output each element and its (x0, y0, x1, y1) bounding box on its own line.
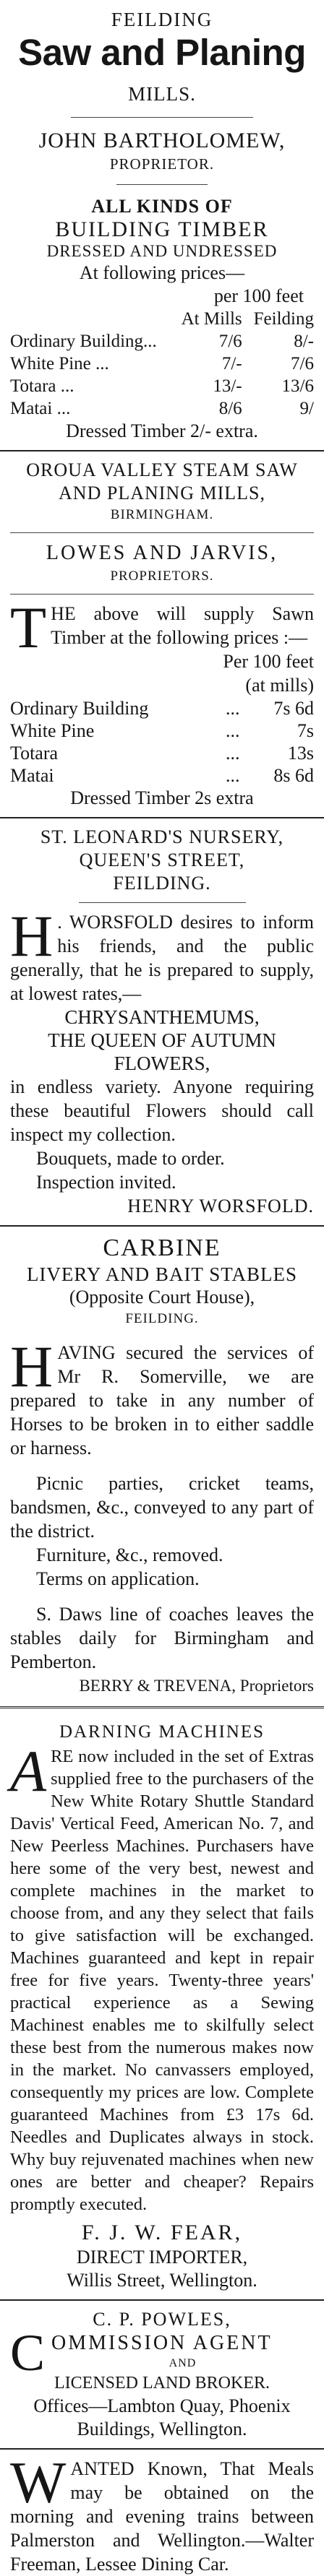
nursery-intro-text: . WORSFOLD desires to inform his friends, and the public generally, that he is prepared to supply, at lowest rates,— (10, 912, 314, 1004)
table-row (10, 742, 314, 764)
table-row (10, 397, 314, 420)
oroua-place: BIRMINGHAM. (110, 507, 214, 522)
nursery-variety: in endless variety. Anyone requiring these beautiful Flowers should call inspect my collection. (10, 1076, 314, 1145)
row-price-feilding: 13/6 (281, 376, 314, 396)
row-dots: ... (225, 743, 240, 764)
newspaper-column (0, 9, 324, 2576)
wanted-body: ANTED Known, That Meals may be obtained on the morning and evening trains between Palmerston and Wellington.—Walter Freeman, Lessee Dining Car. (10, 2458, 314, 2575)
carbine-para-1-text: AVING secured the services of Mr R. Somerville, we are prepared to take in any number of Horses to be broken in to either saddle or harness. (10, 1342, 314, 1458)
dressed-label: DRESSED AND UNDRESSED (46, 242, 278, 260)
powles-name: C. P. POWLES, (93, 2309, 231, 2330)
table-row (10, 697, 314, 719)
row-dots: ... (225, 720, 240, 741)
following-prices: At following prices— (79, 262, 245, 283)
row-item: Matai (10, 765, 54, 786)
divider (10, 532, 314, 533)
section-divider (0, 817, 324, 818)
drop-cap: W (10, 2450, 67, 2515)
row-item: White Pine ... (10, 354, 109, 373)
divider (10, 594, 314, 595)
oroua-mills-ad (0, 459, 324, 810)
darning-machines-ad (0, 1719, 324, 2292)
carbine-para-2: Picnic parties, cricket teams, bandsmen, &c., conveyed to any part of the district. (10, 1473, 314, 1542)
section-divider (0, 1225, 324, 1227)
oroua-intro-text: HE above will supply Sawn Timber at the following prices :— (51, 603, 314, 648)
ad-title-feilding: FEILDING (111, 9, 213, 30)
firm-name: LOWES AND JARVIS, (46, 542, 278, 564)
table-row (10, 330, 314, 353)
nursery-inspection: Inspection invited. (36, 1172, 176, 1193)
section-divider (0, 450, 324, 451)
divider (71, 117, 253, 118)
drop-cap: H (10, 903, 54, 969)
section-divider (0, 2448, 324, 2450)
proprietor-title: PROPRIETOR. (109, 155, 215, 173)
nursery-intro (10, 903, 314, 1006)
firm-title: PROPRIETORS. (110, 569, 214, 584)
section-divider (0, 2299, 324, 2301)
darning-heading: DARNING MACHINES (59, 1722, 265, 1742)
row-price-mills: 13/- (213, 376, 242, 396)
oroua-intro (10, 595, 314, 660)
oroua-price-table (10, 697, 314, 787)
carbine-ad (0, 1234, 324, 1698)
nursery-heading-3: FEILDING. (113, 873, 211, 894)
oroua-extra-note: Dressed Timber 2s extra (70, 787, 254, 808)
powles-and: AND (169, 2357, 197, 2369)
nursery-heading-2: QUEEN'S STREET, (79, 850, 245, 870)
oroua-heading-1: OROUA VALLEY STEAM SAW (26, 459, 298, 480)
carbine-para-1 (10, 1334, 314, 1460)
row-item: White Pine (10, 720, 95, 741)
ad-title-saw-planing: Saw and Planing (18, 32, 306, 73)
row-price: 7s 6d (273, 698, 314, 719)
carbine-place: FEILDING. (125, 1311, 199, 1326)
nursery-ad (0, 826, 324, 1218)
per-100-feet: per 100 feet (213, 285, 304, 306)
licensed-land-broker: LICENSED LAND BROKER. (54, 2374, 270, 2393)
all-kinds-label: ALL KINDS OF (91, 196, 233, 217)
col-header-mills: At Mills (181, 309, 242, 329)
carbine-signature: BERRY & TREVENA, Proprietors (79, 1677, 314, 1695)
oroua-at-mills: (at mills) (245, 675, 314, 696)
row-price-feilding: 9/ (299, 399, 314, 418)
flowers-line: FLOWERS, (114, 1053, 210, 1074)
powles-offices: Offices—Lambton Quay, Phoenix Buildings, Wellington. (33, 2395, 291, 2439)
table-row (10, 375, 314, 397)
row-item: Totara ... (10, 376, 74, 396)
row-item: Matai ... (10, 399, 71, 418)
darning-text (10, 1738, 314, 2216)
feilding-price-table (10, 308, 314, 420)
row-price-mills: 8/6 (218, 399, 242, 418)
opposite-court-house: (Opposite Court House), (69, 1287, 255, 1308)
row-price-mills: 7/- (221, 354, 242, 373)
drop-cap: A (10, 1738, 47, 1804)
carbine-furniture: Furniture, &c., removed. (36, 1544, 223, 1565)
nursery-heading-1: ST. LEONARD'S NURSERY, (40, 826, 284, 847)
row-price: 7s (297, 720, 314, 741)
divider (79, 902, 246, 903)
carbine-heading: CARBINE (103, 1235, 221, 1261)
row-price: 8s 6d (273, 765, 314, 786)
drop-cap: C (10, 2324, 48, 2382)
chrysanthemums-line: CHRYSANTHEMUMS, (64, 1006, 260, 1028)
wanted-text (10, 2450, 314, 2576)
wanted-ad (0, 2450, 324, 2576)
row-dots: ... (225, 698, 240, 719)
row-item: Ordinary Building (10, 698, 149, 719)
oroua-per-100: Per 100 feet (223, 651, 314, 672)
section-divider (0, 1706, 324, 1711)
building-timber-heading: BUILDING TIMBER (55, 217, 269, 241)
darning-body: RE now included in the set of Extras supplied free to the purchasers of the New White Rotary Shuttle Standard Davis' Vertical Feed, American No. 7, and New Peerless Machines. Purchasers have here some of the very best, newest and complete machines in the market to choose from, and any they select that fails to give satisfaction will be exchanged. Machines guaranteed and kept in repair free for five years. Twenty-three years' practical experience as a Sewing Machinest enables me to skilfully select these best from the numerous makes now in the market. No canvassers employed, consequently my prices are low. Complete guaranteed Machines from £3 17s 6d. Needles and Duplicates always in stock. Why buy rejuvenated machines when new ones are better and cheaper? Repairs promptly executed. (10, 1747, 314, 2214)
table-row (10, 764, 314, 787)
ad-title-mills: MILLS. (128, 83, 196, 105)
fear-name: F. J. W. FEAR, (81, 2221, 243, 2244)
drop-cap: H (10, 1334, 54, 1399)
drop-cap: T (10, 595, 47, 660)
table-row (10, 719, 314, 742)
divider (116, 184, 208, 185)
dressed-extra-note: Dressed Timber 2/- extra. (66, 420, 258, 441)
fear-role: DIRECT IMPORTER, (76, 2247, 248, 2268)
carbine-para-3: S. Daws line of coaches leaves the stables daily for Birmingham and Pemberton. (10, 1604, 314, 1672)
row-item: Totara (10, 743, 59, 764)
fear-address: Willis Street, Wellington. (67, 2270, 257, 2291)
proprietor-name: JOHN BARTHOLOMEW, (38, 129, 286, 152)
oroua-heading-2: AND PLANING MILLS, (59, 483, 265, 503)
queen-of-autumn-line: THE QUEEN OF AUTUMN (48, 1029, 276, 1051)
row-price: 13s (287, 743, 314, 764)
row-price-feilding: 8/- (294, 332, 314, 351)
nursery-signature: HENRY WORSFOLD. (127, 1196, 314, 1216)
nursery-bouquets: Bouquets, made to order. (36, 1148, 225, 1169)
commission-agent-text: OMMISSION AGENT (51, 2332, 273, 2354)
carbine-terms: Terms on application. (36, 1568, 200, 1589)
feilding-mills-ad (0, 9, 324, 443)
row-dots: ... (225, 765, 240, 786)
powles-ad (0, 2308, 324, 2441)
row-item: Ordinary Building... (10, 332, 157, 351)
table-header-row (10, 308, 314, 330)
table-row (10, 353, 314, 375)
livery-stables-heading: LIVERY AND BAIT STABLES (26, 1263, 298, 1285)
row-price-mills: 7/6 (218, 332, 242, 351)
row-price-feilding: 7/6 (291, 354, 314, 373)
col-header-feilding: Feilding (253, 309, 314, 329)
